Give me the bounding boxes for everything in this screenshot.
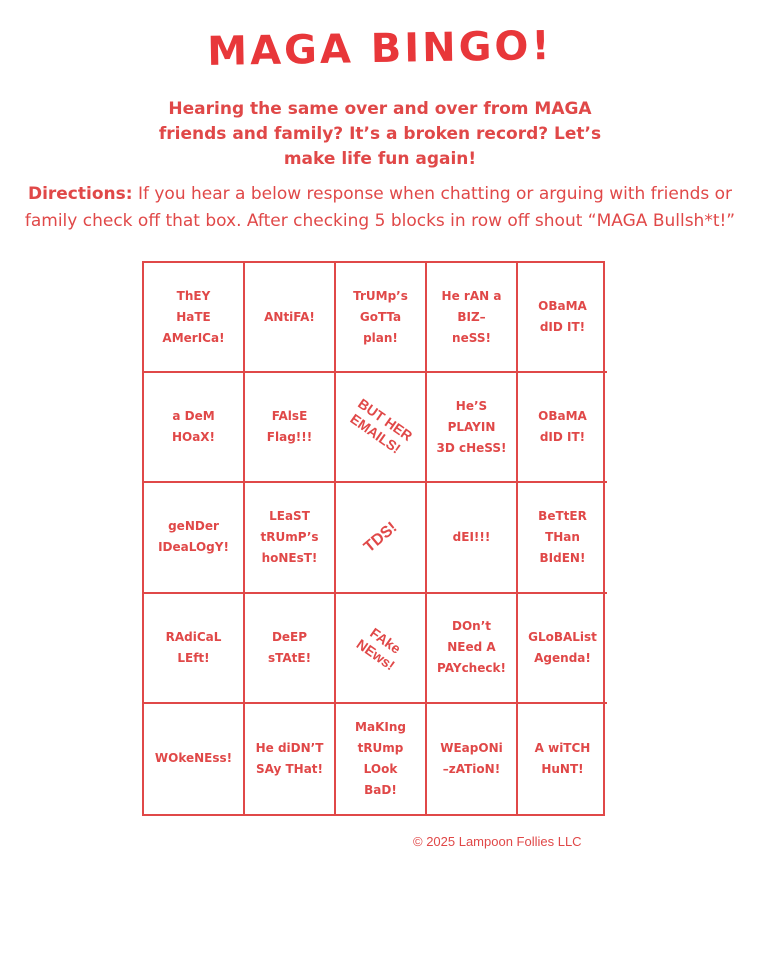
bingo-cell-label: A wiTCH HuNT! bbox=[534, 740, 591, 776]
bingo-cell[interactable] bbox=[144, 373, 245, 483]
bingo-cell[interactable] bbox=[144, 263, 245, 373]
bingo-cell-label: OBaMA dID IT! bbox=[538, 299, 587, 335]
bingo-cell[interactable] bbox=[144, 704, 245, 814]
bingo-cell-label: dEI!!! bbox=[452, 529, 491, 544]
bingo-cell-label: BUT HER EMAILS! bbox=[347, 395, 416, 457]
bingo-cell-label: TrUMp’s GoTTa plan! bbox=[353, 288, 408, 345]
bingo-cell[interactable] bbox=[427, 373, 518, 483]
bingo-cell[interactable] bbox=[427, 263, 518, 373]
bingo-cell-label: DOn’t NEed A PAYcheck! bbox=[437, 619, 506, 676]
bingo-cell[interactable] bbox=[144, 483, 245, 593]
bingo-cell[interactable] bbox=[427, 704, 518, 814]
bingo-cell[interactable] bbox=[518, 704, 607, 814]
bingo-cell[interactable] bbox=[245, 263, 336, 373]
bingo-cell[interactable] bbox=[427, 483, 518, 593]
bingo-cell-label: TDS! bbox=[360, 518, 401, 556]
bingo-cell[interactable] bbox=[518, 594, 607, 704]
bingo-cell-label: He’S PLAYIN 3D cHeSS! bbox=[436, 398, 507, 455]
bingo-cell[interactable] bbox=[245, 594, 336, 704]
bingo-cell[interactable] bbox=[336, 704, 427, 814]
directions bbox=[0, 181, 760, 235]
bingo-cell[interactable] bbox=[518, 373, 607, 483]
bingo-grid bbox=[142, 261, 605, 816]
bingo-cell-label: OBaMA dID IT! bbox=[538, 409, 587, 445]
bingo-cell-label: WEapONi –zATioN! bbox=[440, 740, 503, 776]
directions-label: Directions: bbox=[27, 184, 133, 204]
copyright-notice: © 2025 Lampoon Follies LLC bbox=[413, 834, 582, 849]
bingo-cell-label: LEaST tRUmP’s hoNEsT! bbox=[260, 508, 319, 565]
bingo-cell-label: GLoBAList Agenda! bbox=[528, 629, 597, 665]
bingo-cell-label: ThEY HaTE AMerICa! bbox=[162, 288, 225, 345]
bingo-cell[interactable] bbox=[518, 483, 607, 593]
bingo-cell[interactable] bbox=[518, 263, 607, 373]
bingo-cell[interactable] bbox=[245, 704, 336, 814]
bingo-cell[interactable] bbox=[245, 483, 336, 593]
bingo-cell[interactable] bbox=[144, 594, 245, 704]
bingo-cell-label: RAdiCaL LEft! bbox=[165, 629, 222, 665]
bingo-cell-label: geNDer IDeaLOgY! bbox=[158, 519, 229, 555]
bingo-cell-label: ANtiFA! bbox=[264, 309, 315, 324]
bingo-cell[interactable] bbox=[336, 594, 427, 704]
bingo-cell-label: BeTtER THan BIdEN! bbox=[538, 508, 587, 565]
bingo-cell-label: MaKIng tRUmp LOok BaD! bbox=[355, 719, 406, 797]
bingo-cell-label: DeEP sTAtE! bbox=[267, 629, 312, 665]
bingo-cell-label: FAlsE Flag!!! bbox=[266, 409, 313, 445]
directions-text: If you hear a below response when chatting or arguing with friends or family check off that box. After checking 5 blocks in row off shout “MAGA Bullsh*t!” bbox=[24, 184, 736, 231]
bingo-cell-label: FAke NEws! bbox=[353, 624, 404, 674]
bingo-cell[interactable] bbox=[336, 483, 427, 593]
bingo-cell[interactable] bbox=[245, 373, 336, 483]
bingo-cell-label: He rAN a BIZ– neSS! bbox=[441, 288, 502, 345]
bingo-cell-label: He diDN’T SAy THat! bbox=[255, 740, 324, 776]
bingo-cell-label: WOkeNEss! bbox=[154, 751, 233, 766]
bingo-cell[interactable] bbox=[336, 373, 427, 483]
bingo-cell[interactable] bbox=[336, 263, 427, 373]
bingo-cell-label: a DeM HOaX! bbox=[171, 409, 216, 445]
intro-text: Hearing the same over and over from MAGA friends and family? It’s a broken record? Let’s make life fun again! bbox=[158, 99, 602, 169]
page-title: MAGA BINGO! bbox=[206, 22, 554, 76]
bingo-cell[interactable] bbox=[427, 594, 518, 704]
